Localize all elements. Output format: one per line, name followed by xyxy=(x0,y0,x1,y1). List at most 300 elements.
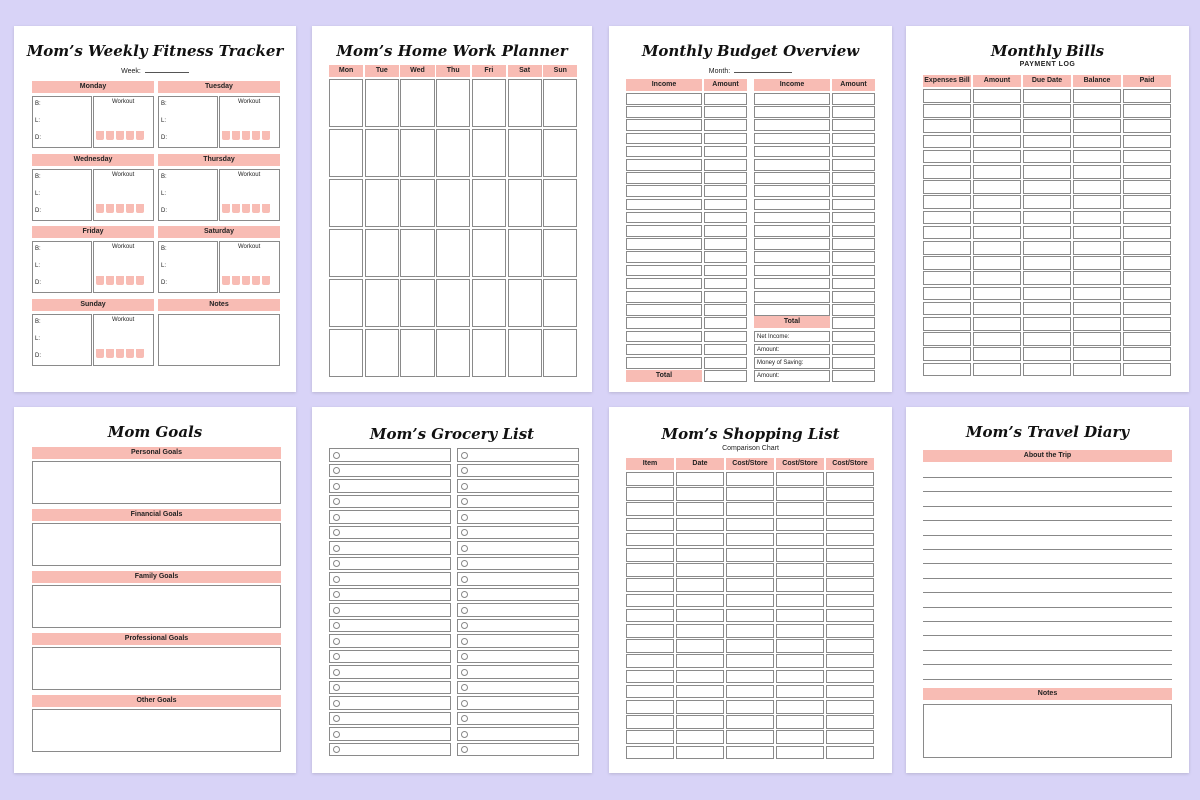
shopping-cell xyxy=(626,502,674,516)
bills-cell xyxy=(923,287,971,301)
checkbox-circle-icon xyxy=(333,529,340,536)
grocery-row xyxy=(329,495,451,509)
shopping-cell xyxy=(726,730,774,744)
weekday-header: Sun xyxy=(543,65,577,77)
amount-cell xyxy=(704,344,747,356)
bills-cell xyxy=(973,150,1021,164)
bills-col-header: Paid xyxy=(1123,75,1171,87)
bills-cell xyxy=(1123,241,1171,255)
bills-cell xyxy=(923,119,971,133)
amount-cell xyxy=(704,278,747,290)
bills-subtitle: PAYMENT LOG xyxy=(1019,61,1076,68)
income-cell xyxy=(754,93,830,105)
amount-cell xyxy=(832,225,875,237)
shopping-cell xyxy=(626,654,674,668)
water-glass-icon xyxy=(116,349,124,358)
weekday-header: Fri xyxy=(472,65,506,77)
water-glass-icon xyxy=(252,131,260,140)
bills-cell xyxy=(1023,165,1071,179)
amount-cell xyxy=(704,133,747,145)
bills-cell xyxy=(1023,302,1071,316)
goal-header: Other Goals xyxy=(32,695,281,707)
bills-cell xyxy=(1073,256,1121,270)
week-write-line xyxy=(145,67,189,73)
grocery-row xyxy=(329,743,451,757)
water-glass-icon xyxy=(222,276,230,285)
shopping-cell xyxy=(626,624,674,638)
shopping-cell xyxy=(826,578,874,592)
writing-line xyxy=(923,477,1172,478)
grocery-row xyxy=(457,743,579,757)
shopping-cell xyxy=(776,487,824,501)
income-cell xyxy=(626,344,702,356)
income-cell xyxy=(626,185,702,197)
water-glass-icon xyxy=(106,131,114,140)
shopping-cell xyxy=(626,746,674,760)
water-glass-icon xyxy=(232,131,240,140)
bills-cell xyxy=(973,271,1021,285)
checkbox-circle-icon xyxy=(461,669,468,676)
goals-title: Mom Goals xyxy=(107,423,203,441)
weekday-header: Sat xyxy=(508,65,542,77)
income-cell xyxy=(626,199,702,211)
shopping-cell xyxy=(776,594,824,608)
workout-label: Workout xyxy=(112,317,135,323)
bills-cell xyxy=(1123,256,1171,270)
amount-cell xyxy=(832,344,875,356)
shopping-cell xyxy=(676,502,724,516)
shopping-col-header: Date xyxy=(676,458,724,470)
income-cell xyxy=(626,133,702,145)
shopping-cell xyxy=(676,594,724,608)
shopping-cell xyxy=(776,700,824,714)
goal-box xyxy=(32,461,281,504)
bills-cell xyxy=(1073,135,1121,149)
grocery-row xyxy=(329,557,451,571)
meal-label: B: xyxy=(35,101,41,107)
meal-label: L: xyxy=(161,118,167,124)
amount-cell xyxy=(704,331,747,343)
water-glass-icon xyxy=(262,276,270,285)
shopping-cell xyxy=(826,624,874,638)
water-glass-icon xyxy=(136,276,144,285)
amount-cell xyxy=(832,291,875,303)
bills-col-header: Due Date xyxy=(1023,75,1071,87)
meal-label: L: xyxy=(35,263,41,269)
water-glass-icon xyxy=(136,349,144,358)
meal-label: D: xyxy=(161,280,167,286)
income-cell xyxy=(626,251,702,263)
shopping-cell xyxy=(826,639,874,653)
planner-cell xyxy=(329,329,363,377)
meals-box xyxy=(158,241,218,293)
shopping-cell xyxy=(676,715,724,729)
planner-cell xyxy=(365,229,399,277)
water-glass-icon xyxy=(116,204,124,213)
shopping-cell xyxy=(676,578,724,592)
income-cell xyxy=(754,159,830,171)
shopping-cell xyxy=(826,685,874,699)
writing-line xyxy=(923,664,1172,665)
income-cell xyxy=(626,159,702,171)
grocery-row xyxy=(329,619,451,633)
shopping-cell xyxy=(676,563,724,577)
planner-cell xyxy=(472,229,506,277)
shopping-cell xyxy=(826,670,874,684)
writing-line xyxy=(923,491,1172,492)
bills-cell xyxy=(1123,195,1171,209)
shopping-cell xyxy=(676,548,724,562)
month-label-text: Month: xyxy=(708,68,731,75)
amount-cell xyxy=(704,251,747,263)
grocery-row xyxy=(329,479,451,493)
amount-cell xyxy=(704,317,747,329)
bills-cell xyxy=(923,241,971,255)
writing-line xyxy=(923,592,1172,593)
shopping-cell xyxy=(726,624,774,638)
shopping-cell xyxy=(776,472,824,486)
income-cell xyxy=(626,146,702,158)
income-cell xyxy=(754,265,830,277)
planner-cell xyxy=(543,229,577,277)
bills-cell xyxy=(973,180,1021,194)
workout-label: Workout xyxy=(112,244,135,250)
planner-cell xyxy=(472,79,506,127)
water-glass-icon xyxy=(126,349,134,358)
meal-label: B: xyxy=(161,101,167,107)
checkbox-circle-icon xyxy=(461,467,468,474)
shopping-col-header: Item xyxy=(626,458,674,470)
bills-cell xyxy=(1073,104,1121,118)
bills-cell xyxy=(973,363,1021,377)
writing-line xyxy=(923,563,1172,564)
amount-cell xyxy=(704,212,747,224)
shopping-cell xyxy=(826,502,874,516)
notes-header: Notes xyxy=(158,299,280,311)
amount-cell xyxy=(832,304,875,316)
grocery-row xyxy=(457,448,579,462)
shopping-cell xyxy=(676,472,724,486)
grocery-list-page xyxy=(312,407,592,773)
bills-cell xyxy=(923,317,971,331)
bills-cell xyxy=(973,135,1021,149)
grocery-row xyxy=(457,696,579,710)
writing-line xyxy=(923,635,1172,636)
amount-cell xyxy=(704,185,747,197)
goal-header: Family Goals xyxy=(32,571,281,583)
water-glass-icon xyxy=(136,204,144,213)
income-cell xyxy=(626,357,702,369)
planner-cell xyxy=(365,79,399,127)
checkbox-circle-icon xyxy=(461,591,468,598)
checkbox-circle-icon xyxy=(333,591,340,598)
shopping-cell xyxy=(776,578,824,592)
shopping-cell xyxy=(626,487,674,501)
bills-cell xyxy=(1023,256,1071,270)
bills-cell xyxy=(973,241,1021,255)
shopping-cell xyxy=(826,715,874,729)
planner-cell xyxy=(329,279,363,327)
shopping-cell xyxy=(626,639,674,653)
bills-cell xyxy=(1023,180,1071,194)
grocery-row xyxy=(329,448,451,462)
checkbox-circle-icon xyxy=(333,576,340,583)
grocery-row xyxy=(329,665,451,679)
income-cell xyxy=(626,304,702,316)
grocery-title: Mom’s Grocery List xyxy=(369,425,535,443)
checkbox-circle-icon xyxy=(461,653,468,660)
water-glass-icon xyxy=(116,131,124,140)
bills-cell xyxy=(923,89,971,103)
checkbox-circle-icon xyxy=(333,746,340,753)
planner-cell xyxy=(365,279,399,327)
meal-label: D: xyxy=(35,280,41,286)
shopping-cell xyxy=(776,533,824,547)
bills-cell xyxy=(1123,363,1171,377)
bills-col-header: Amount xyxy=(973,75,1021,87)
bills-cell xyxy=(1073,271,1121,285)
fitness-tracker-page xyxy=(14,26,296,392)
month-label xyxy=(609,67,892,75)
income-cell xyxy=(626,317,702,329)
amount-cell xyxy=(832,317,875,329)
meals-box xyxy=(158,169,218,221)
day-header: Saturday xyxy=(158,226,280,238)
writing-line xyxy=(923,549,1172,550)
planner-cell xyxy=(400,329,434,377)
planner-cell xyxy=(436,79,470,127)
water-glass-icon xyxy=(252,276,260,285)
water-glass-icon xyxy=(96,204,104,213)
planner-cell xyxy=(400,279,434,327)
shopping-cell xyxy=(726,563,774,577)
shopping-cell xyxy=(626,730,674,744)
bills-cell xyxy=(1123,89,1171,103)
income-cell xyxy=(754,133,830,145)
shopping-cell xyxy=(626,670,674,684)
grocery-row xyxy=(329,696,451,710)
meal-label: D: xyxy=(35,353,41,359)
shopping-cell xyxy=(826,548,874,562)
checkbox-circle-icon xyxy=(461,483,468,490)
writing-line xyxy=(923,535,1172,536)
bills-cell xyxy=(1023,287,1071,301)
planner-cell xyxy=(543,179,577,227)
income-cell xyxy=(626,278,702,290)
bills-cell xyxy=(923,363,971,377)
shopping-cell xyxy=(776,609,824,623)
bills-cell xyxy=(973,287,1021,301)
summary-label: Money of Saving: xyxy=(757,360,804,366)
shopping-cell xyxy=(826,472,874,486)
shopping-cell xyxy=(776,518,824,532)
goal-box xyxy=(32,585,281,628)
budget-overview-page xyxy=(609,26,892,392)
grocery-row xyxy=(329,464,451,478)
grocery-row xyxy=(457,619,579,633)
income-cell xyxy=(626,119,702,131)
grocery-row xyxy=(329,603,451,617)
amount-header: Amount xyxy=(832,79,875,91)
checkbox-circle-icon xyxy=(461,607,468,614)
amount-cell xyxy=(832,119,875,131)
planner-cell xyxy=(365,179,399,227)
amount-cell xyxy=(704,106,747,118)
planner-cell xyxy=(329,179,363,227)
shopping-cell xyxy=(676,730,724,744)
bills-cell xyxy=(1023,135,1071,149)
shopping-cell xyxy=(776,624,824,638)
planner-cell xyxy=(508,229,542,277)
writing-line xyxy=(923,607,1172,608)
shopping-cell xyxy=(826,700,874,714)
water-glass-icon xyxy=(242,204,250,213)
bills-cell xyxy=(1023,363,1071,377)
homework-planner-page xyxy=(312,26,592,392)
water-glass-icon xyxy=(222,204,230,213)
checkbox-circle-icon xyxy=(333,452,340,459)
bills-cell xyxy=(973,256,1021,270)
shopping-cell xyxy=(776,502,824,516)
amount-cell xyxy=(832,265,875,277)
water-glass-icon xyxy=(116,276,124,285)
shopping-cell xyxy=(626,700,674,714)
checkbox-circle-icon xyxy=(461,715,468,722)
planner-cell xyxy=(400,79,434,127)
budget-title: Monthly Budget Overview xyxy=(641,42,860,60)
day-header: Monday xyxy=(32,81,154,93)
shopping-cell xyxy=(726,654,774,668)
bills-cell xyxy=(1123,104,1171,118)
bills-cell xyxy=(1023,347,1071,361)
bills-cell xyxy=(1123,317,1171,331)
checkbox-circle-icon xyxy=(461,498,468,505)
meal-label: B: xyxy=(161,246,167,252)
planner-cell xyxy=(508,179,542,227)
water-glass-icon xyxy=(232,204,240,213)
planner-cell xyxy=(329,79,363,127)
income-cell xyxy=(754,291,830,303)
checkbox-circle-icon xyxy=(333,467,340,474)
weekday-header: Wed xyxy=(400,65,434,77)
checkbox-circle-icon xyxy=(333,638,340,645)
shopping-cell xyxy=(726,533,774,547)
checkbox-circle-icon xyxy=(461,731,468,738)
bills-cell xyxy=(1073,241,1121,255)
shopping-col-header: Cost/Store xyxy=(776,458,824,470)
income-cell xyxy=(754,225,830,237)
bills-cell xyxy=(1073,195,1121,209)
writing-line xyxy=(923,650,1172,651)
income-cell xyxy=(754,106,830,118)
shopping-cell xyxy=(676,654,724,668)
meals-box xyxy=(32,241,92,293)
bills-cell xyxy=(923,104,971,118)
bills-cell xyxy=(1023,241,1071,255)
grocery-row xyxy=(457,712,579,726)
bills-cell xyxy=(1123,135,1171,149)
bills-cell xyxy=(1073,347,1121,361)
weekday-header: Mon xyxy=(329,65,363,77)
grocery-row xyxy=(457,479,579,493)
planner-cell xyxy=(436,129,470,177)
shopping-cell xyxy=(826,533,874,547)
checkbox-circle-icon xyxy=(333,700,340,707)
planner-cell xyxy=(329,229,363,277)
grocery-row xyxy=(457,572,579,586)
checkbox-circle-icon xyxy=(461,638,468,645)
planner-cell xyxy=(472,129,506,177)
grocery-row xyxy=(457,727,579,741)
shopping-cell xyxy=(676,700,724,714)
grocery-row xyxy=(457,681,579,695)
grocery-row xyxy=(457,510,579,524)
planner-cell xyxy=(400,229,434,277)
planner-cell xyxy=(543,129,577,177)
income-cell xyxy=(626,331,702,343)
income-cell xyxy=(754,119,830,131)
bills-cell xyxy=(1123,332,1171,346)
shopping-cell xyxy=(676,639,724,653)
shopping-cell xyxy=(726,487,774,501)
shopping-cell xyxy=(626,685,674,699)
bills-cell xyxy=(1123,165,1171,179)
writing-line xyxy=(923,520,1172,521)
grocery-row xyxy=(457,464,579,478)
income-cell xyxy=(754,212,830,224)
planner-cell xyxy=(365,329,399,377)
summary-label: Amount: xyxy=(757,373,780,380)
travel-diary-page xyxy=(906,407,1189,773)
goal-box xyxy=(32,647,281,690)
shopping-cell xyxy=(676,487,724,501)
travel-title: Mom’s Travel Diary xyxy=(965,423,1130,441)
checkbox-circle-icon xyxy=(333,684,340,691)
checkbox-circle-icon xyxy=(333,498,340,505)
shopping-cell xyxy=(776,639,824,653)
shopping-cell xyxy=(826,746,874,760)
checkbox-circle-icon xyxy=(461,545,468,552)
bills-cell xyxy=(1073,226,1121,240)
checkbox-circle-icon xyxy=(461,529,468,536)
meal-label: B: xyxy=(35,246,41,252)
weekday-header: Tue xyxy=(365,65,399,77)
shopping-cell xyxy=(626,518,674,532)
planner-cell xyxy=(436,229,470,277)
shopping-cell xyxy=(726,518,774,532)
bills-cell xyxy=(923,150,971,164)
water-glass-icon xyxy=(262,131,270,140)
shopping-cell xyxy=(776,654,824,668)
amount-cell xyxy=(832,93,875,105)
shopping-cell xyxy=(826,730,874,744)
shopping-cell xyxy=(726,670,774,684)
shopping-cell xyxy=(626,715,674,729)
amount-cell xyxy=(704,304,747,316)
checkbox-circle-icon xyxy=(461,576,468,583)
shopping-cell xyxy=(626,609,674,623)
meal-label: L: xyxy=(35,336,41,342)
planner-cell xyxy=(543,279,577,327)
workout-label: Workout xyxy=(112,99,135,105)
amount-cell xyxy=(832,278,875,290)
shopping-cell xyxy=(826,563,874,577)
shopping-cell xyxy=(676,624,724,638)
grocery-row xyxy=(329,510,451,524)
week-label xyxy=(14,67,296,75)
water-glass-icon xyxy=(262,204,270,213)
water-glass-icon xyxy=(126,204,134,213)
